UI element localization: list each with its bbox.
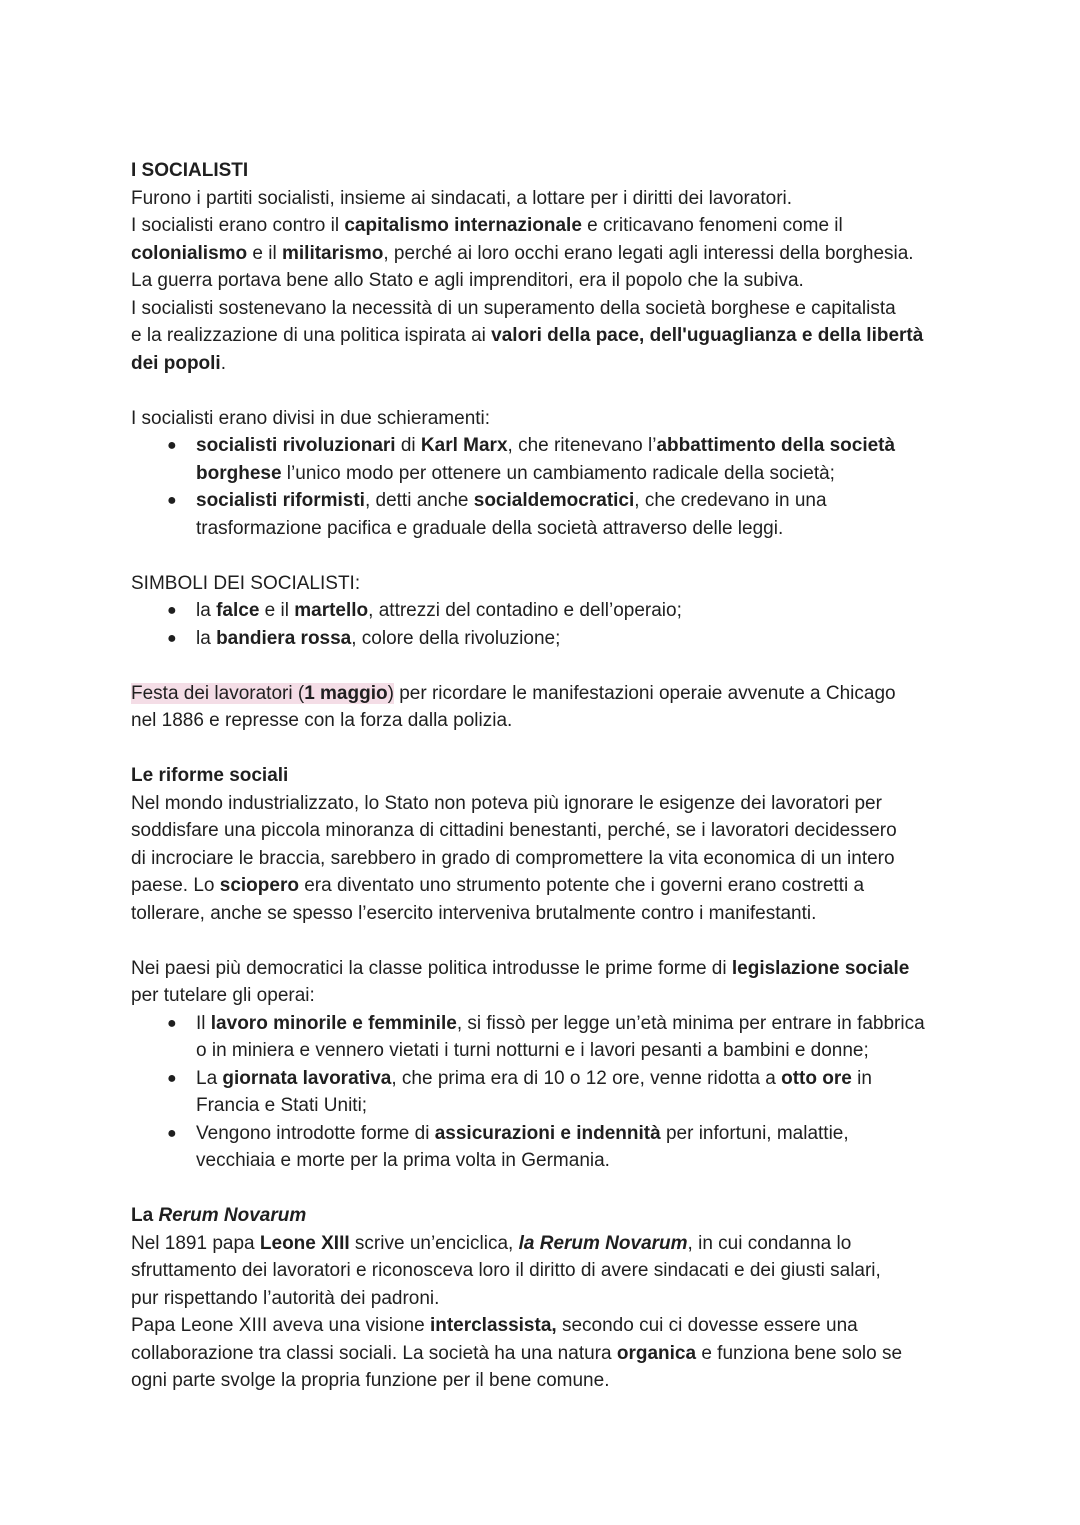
section-title-rerum: La Rerum Novarum [131,1205,307,1226]
list-item: ● socialisti rivoluzionari di Karl Marx, che ritenevano l’abbattimento della società borghese l’unico modo per ottenere un cambiamento radicale della società; [131,432,961,487]
list-item: ● La giornata lavorativa, che prima era di 10 o 12 ore, venne ridotta a otto ore in Francia e Stati Uniti; [131,1065,961,1120]
list-item: ● la bandiera rossa, colore della rivoluzione; [131,625,961,653]
legislazione-list [131,1010,961,1175]
list-item: ● socialisti riformisti, detti anche socialdemocratici, che credevano in una trasformazione pacifica e graduale della società attraverso delle leggi. [131,487,961,542]
paragraph-line: paese. Lo sciopero era diventato uno strumento potente che i governi erano costretti a [131,875,865,896]
section-title-simboli: SIMBOLI DEI SOCIALISTI: [131,572,361,594]
bullet-icon: ● [167,437,177,454]
paragraph-line: Papa Leone XIII aveva una visione interclassista, secondo cui ci dovesse essere una [131,1315,858,1336]
document-page [131,157,961,1395]
paragraph-line: sfruttamento dei lavoratori e riconosceva loro il diritto di avere sindacati e dei giusti salari, [131,1260,881,1281]
list-item: ● Il lavoro minorile e femminile, si fissò per legge un’età minima per entrare in fabbrica o in miniera e vennero vietati i turni notturni e i lavori pesanti a bambini e donne; [131,1010,961,1065]
simboli-list [131,597,961,652]
paragraph-line: I socialisti erano divisi in due schieramenti: [131,407,491,429]
highlighted-text: Festa dei lavoratori (1 maggio) [131,682,394,704]
section-title-socialisti: I SOCIALISTI [131,160,249,181]
bullet-icon: ● [167,492,177,509]
paragraph-line: collaborazione tra classi sociali. La società ha una natura organica e funziona bene solo se [131,1342,903,1364]
paragraph-line: I socialisti sostenevano la necessità di un superamento della società borghese e capitalista [131,297,896,319]
paragraph-line: soddisfare una piccola minoranza di cittadini benestanti, perché, se i lavoratori decidessero [131,820,897,841]
paragraph-line: pur rispettando l’autorità dei padroni. [131,1287,440,1309]
paragraph-line: nel 1886 e represse con la forza dalla polizia. [131,710,513,731]
paragraph-line: Nel 1891 papa Leone XIII scrive un’enciclica, la Rerum Novarum, in cui condanna lo [131,1232,852,1254]
bullet-icon: ● [167,1069,177,1087]
bullet-icon: ● [167,1124,177,1142]
section-title-riforme: Le riforme sociali [131,765,289,786]
paragraph-line: Nei paesi più democratici la classe politica introdusse le prime forme di legislazione sociale [131,957,910,979]
paragraph-line: I socialisti erano contro il capitalismo internazionale e criticavano fenomeni come il [131,215,843,236]
paragraph-line: tollerare, anche se spesso l’esercito interveniva brutalmente contro i manifestanti. [131,902,817,924]
paragraph-line: per tutelare gli operai: [131,985,315,1006]
list-item: ● la falce e il martello, attrezzi del contadino e dell’operaio; [131,597,961,625]
bullet-icon: ● [167,1014,177,1032]
paragraph-line: La guerra portava bene allo Stato e agli imprenditori, era il popolo che la subiva. [131,270,804,291]
paragraph-line: Nel mondo industrializzato, lo Stato non poteva più ignorare le esigenze dei lavoratori per [131,792,882,814]
bullet-icon: ● [167,602,177,619]
paragraph-line: di incrociare le braccia, sarebbero in grado di compromettere la vita economica di un intero [131,847,895,869]
schieramenti-list [131,432,961,542]
paragraph-line: dei popoli. [131,352,226,374]
paragraph-line: e la realizzazione di una politica ispirata ai valori della pace, dell'uguaglianza e della libertà [131,325,924,346]
bullet-icon: ● [167,629,177,647]
paragraph-line: Festa dei lavoratori (1 maggio) per ricordare le manifestazioni operaie avvenute a Chicago [131,682,896,704]
paragraph-line: Furono i partiti socialisti, insieme ai sindacati, a lottare per i diritti dei lavoratori. [131,187,793,209]
paragraph-line: colonialismo e il militarismo, perché ai loro occhi erano legati agli interessi della borghesia. [131,242,914,264]
paragraph-line: ogni parte svolge la propria funzione per il bene comune. [131,1370,610,1391]
list-item: ● Vengono introdotte forme di assicurazioni e indennità per infortuni, malattie, vecchiaia e morte per la prima volta in Germania. [131,1120,961,1175]
